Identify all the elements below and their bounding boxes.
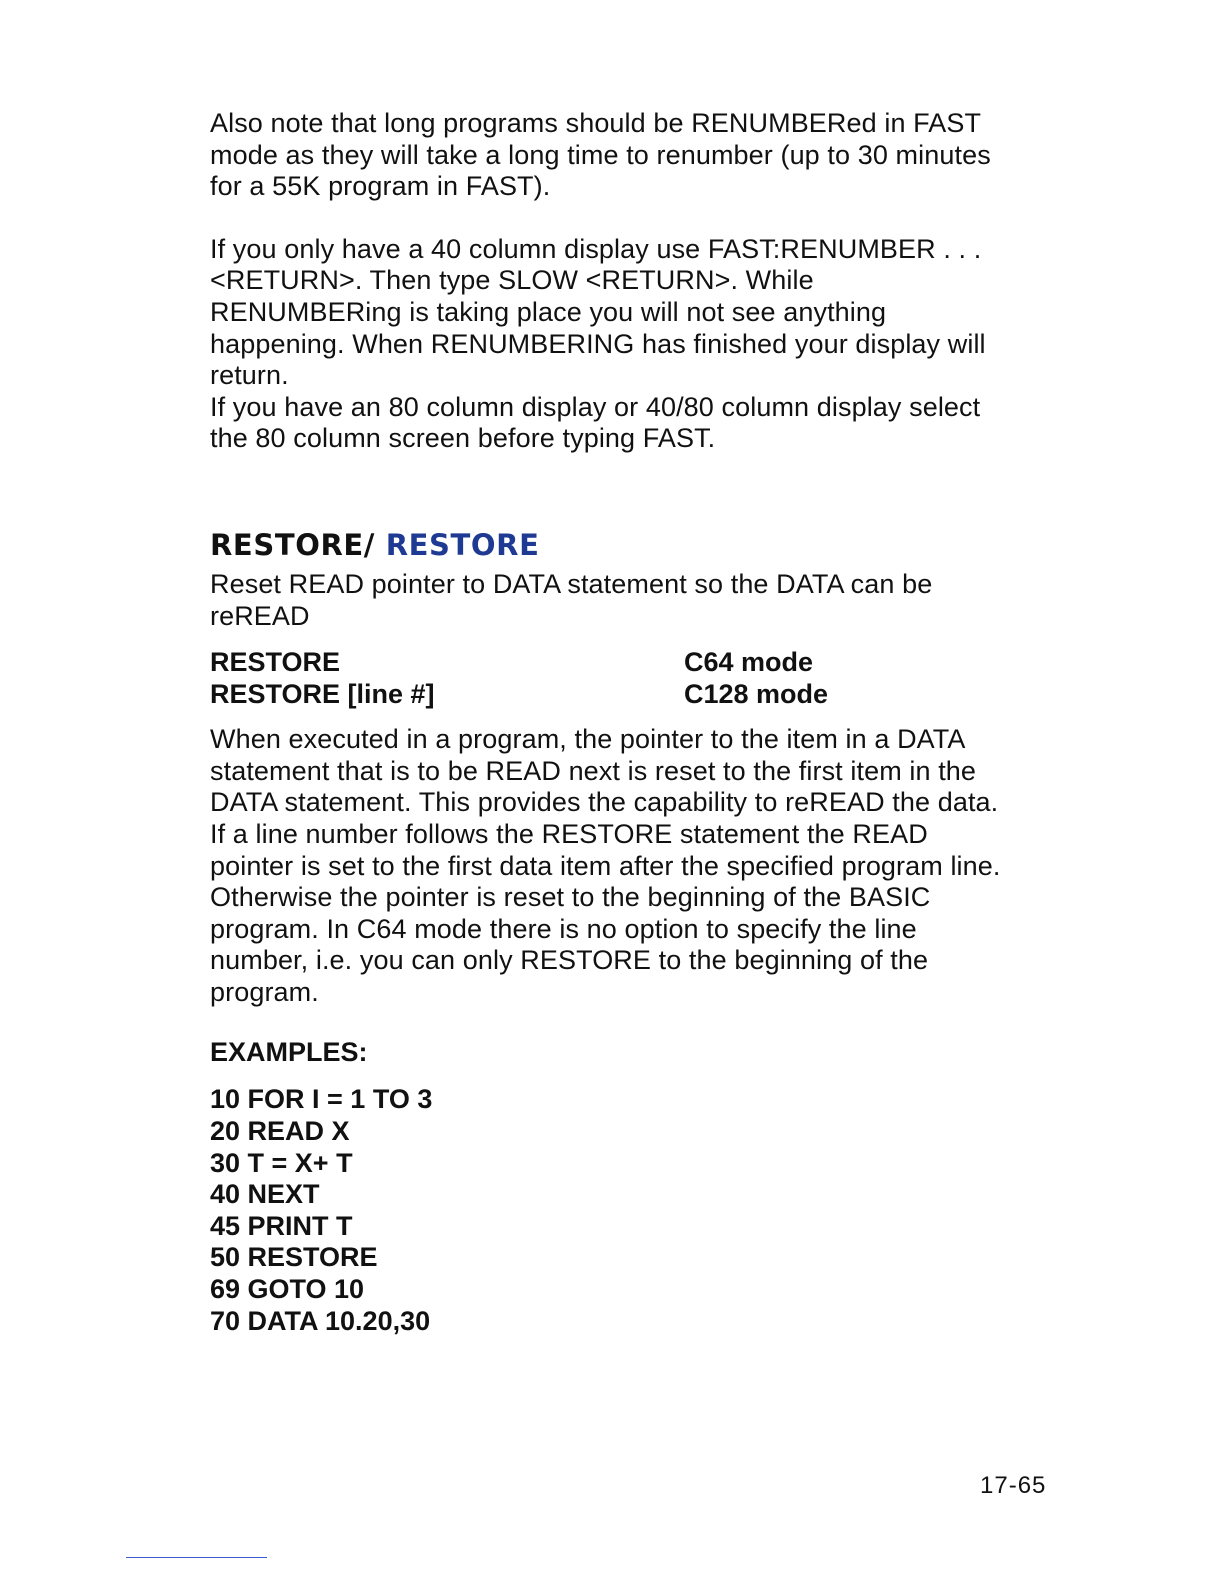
syntax-mode: C64 mode bbox=[684, 647, 814, 678]
code-line: 70 DATA 10.20,30 bbox=[210, 1305, 431, 1336]
intro-paragraph bbox=[210, 108, 1070, 203]
code-example bbox=[210, 1084, 1070, 1337]
text-line: mode as they will take a long time to renumber (up to 30 minutes bbox=[210, 139, 991, 170]
text-line: the 80 column screen before typing FAST. bbox=[210, 423, 716, 454]
examples-title: EXAMPLES: bbox=[210, 1037, 368, 1068]
text-line: If a line number follows the RESTORE statement the READ bbox=[210, 818, 928, 849]
code-line: 30 T = X+ T bbox=[210, 1147, 353, 1178]
display40-paragraph bbox=[210, 234, 1070, 392]
text-line: If you only have a 40 column display use FAST:RENUMBER . . . bbox=[210, 233, 982, 264]
text-line: number, i.e. you can only RESTORE to the beginning of the bbox=[210, 945, 929, 976]
syntax-row bbox=[210, 678, 1070, 710]
text-line: for a 55K program in FAST). bbox=[210, 171, 551, 202]
footer-rule bbox=[126, 1557, 267, 1558]
paragraph-gap bbox=[210, 203, 1070, 234]
display80-paragraph bbox=[210, 392, 1070, 455]
heading-accent: RESTORE bbox=[385, 527, 540, 562]
code-line: 50 RESTORE bbox=[210, 1242, 378, 1273]
text-line: Also note that long programs should be RENUMBERed in FAST bbox=[210, 108, 982, 138]
text-line: DATA statement. This provides the capability to reREAD the data. bbox=[210, 787, 999, 818]
syntax-form: RESTORE [line #] bbox=[210, 679, 435, 710]
page-content bbox=[210, 108, 1070, 1337]
code-line: 10 FOR I = 1 TO 3 bbox=[210, 1084, 433, 1115]
text-line: <RETURN>. Then type SLOW <RETURN>. While bbox=[210, 265, 814, 296]
heading-plain: RESTORE/ bbox=[210, 527, 375, 562]
syntax-table bbox=[210, 646, 1070, 710]
syntax-row bbox=[210, 646, 1070, 678]
page-number: 17-65 bbox=[980, 1472, 1047, 1499]
text-line: pointer is set to the first data item after the specified program line. bbox=[210, 850, 1001, 881]
code-line: 40 NEXT bbox=[210, 1179, 320, 1210]
text-line: reREAD bbox=[210, 600, 310, 631]
section-body bbox=[210, 724, 1070, 1008]
text-line: Reset READ pointer to DATA statement so the DATA can be bbox=[210, 568, 933, 599]
code-line: 69 GOTO 10 bbox=[210, 1274, 365, 1305]
text-line: RENUMBERing is taking place you will not see anything bbox=[210, 296, 887, 327]
text-line: When executed in a program, the pointer to the item in a DATA bbox=[210, 724, 966, 755]
text-line: If you have an 80 column display or 40/80 column display select bbox=[210, 391, 981, 422]
syntax-mode: C128 mode bbox=[684, 679, 829, 710]
code-line: 20 READ X bbox=[210, 1116, 350, 1147]
syntax-form: RESTORE bbox=[210, 647, 341, 678]
text-line: happening. When RENUMBERING has finished your display will bbox=[210, 328, 986, 359]
text-line: program. bbox=[210, 976, 319, 1007]
text-line: statement that is to be READ next is reset to the first item in the bbox=[210, 755, 977, 786]
text-line: program. In C64 mode there is no option to specify the line bbox=[210, 913, 917, 944]
text-line: return. bbox=[210, 360, 289, 391]
code-line: 45 PRINT T bbox=[210, 1210, 353, 1241]
text-line: Otherwise the pointer is reset to the beginning of the BASIC bbox=[210, 882, 931, 913]
section-heading bbox=[210, 527, 1070, 563]
section-description bbox=[210, 569, 1070, 632]
